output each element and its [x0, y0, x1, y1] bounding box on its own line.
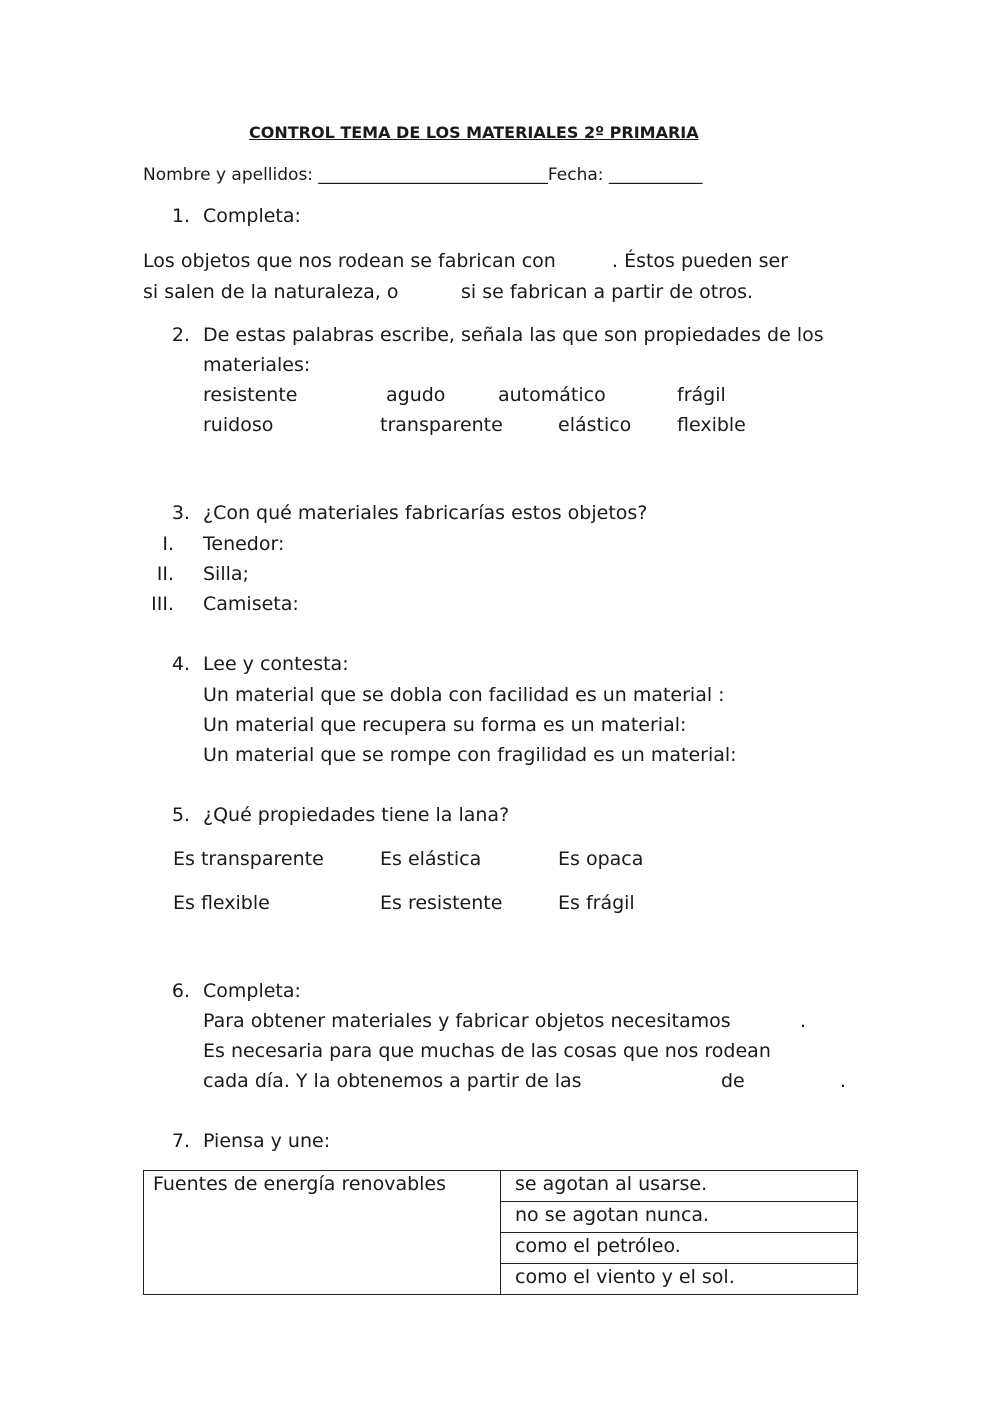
word-option: automático [498, 384, 606, 406]
q4-statement: Un material que se rompe con fragilidad es un material: [203, 744, 737, 766]
matching-table [143, 1170, 858, 1295]
q4-statement: Un material que recupera su forma es un material: [203, 714, 687, 736]
q6-text: Para obtener materiales y fabricar objetos necesitamos [203, 1010, 731, 1032]
q6-text: . [840, 1070, 847, 1092]
question-prompt: Lee y contesta: [203, 653, 349, 675]
word-option: ruidoso [203, 414, 274, 436]
matching-left-cell: Fuentes de energía renovables [144, 1171, 501, 1295]
question-number: 4. [171, 653, 190, 675]
question-prompt: materiales: [203, 354, 311, 376]
property-option: Es elástica [380, 848, 482, 870]
q1-text: si salen de la naturaleza, o [143, 281, 399, 303]
matching-right-cell: no se agotan nunca. [501, 1202, 858, 1233]
roman-numeral: II. [156, 563, 174, 585]
property-option: Es frágil [558, 892, 635, 914]
word-option: flexible [677, 414, 746, 436]
word-option: resistente [203, 384, 298, 406]
q1-text: . Éstos pueden ser [612, 250, 789, 272]
word-option: transparente [380, 414, 503, 436]
q6-text: cada día. Y la obtenemos a partir de las [203, 1070, 582, 1092]
question-number: 3. [171, 502, 190, 524]
object-label: Silla; [203, 563, 249, 585]
roman-numeral: III. [151, 593, 174, 615]
q1-text: si se fabrican a partir de otros. [461, 281, 754, 303]
question-number: 2. [171, 324, 190, 346]
question-prompt: De estas palabras escribe, señala las que son propiedades de los [203, 324, 824, 346]
q6-text: de [721, 1070, 745, 1092]
matching-right-cell: como el viento y el sol. [501, 1264, 858, 1295]
question-prompt: Piensa y une: [203, 1130, 331, 1152]
property-option: Es flexible [173, 892, 270, 914]
word-option: agudo [386, 384, 446, 406]
object-label: Tenedor: [203, 533, 285, 555]
question-number: 1. [171, 205, 190, 227]
question-number: 6. [171, 980, 190, 1002]
question-prompt: ¿Con qué materiales fabricarías estos objetos? [203, 502, 648, 524]
question-prompt: Completa: [203, 205, 301, 227]
q1-text: Los objetos que nos rodean se fabrican con [143, 250, 556, 272]
property-option: Es opaca [558, 848, 644, 870]
object-label: Camiseta: [203, 593, 299, 615]
question-number: 7. [171, 1130, 190, 1152]
name-date-line: Nombre y apellidos: ___________________________Fecha: ___________ [143, 165, 703, 185]
q6-text: . [800, 1010, 807, 1032]
roman-numeral: I. [162, 533, 174, 555]
word-option: elástico [558, 414, 632, 436]
word-option: frágil [677, 384, 726, 406]
question-prompt: Completa: [203, 980, 301, 1002]
property-option: Es resistente [380, 892, 503, 914]
question-prompt: ¿Qué propiedades tiene la lana? [203, 804, 510, 826]
matching-right-cell: se agotan al usarse. [501, 1171, 858, 1202]
q6-text: Es necesaria para que muchas de las cosas que nos rodean [203, 1040, 771, 1062]
question-number: 5. [171, 804, 190, 826]
page-title: CONTROL TEMA DE LOS MATERIALES 2º PRIMARIA [249, 123, 699, 142]
property-option: Es transparente [173, 848, 324, 870]
q4-statement: Un material que se dobla con facilidad es un material : [203, 684, 725, 706]
matching-right-cell: como el petróleo. [501, 1233, 858, 1264]
